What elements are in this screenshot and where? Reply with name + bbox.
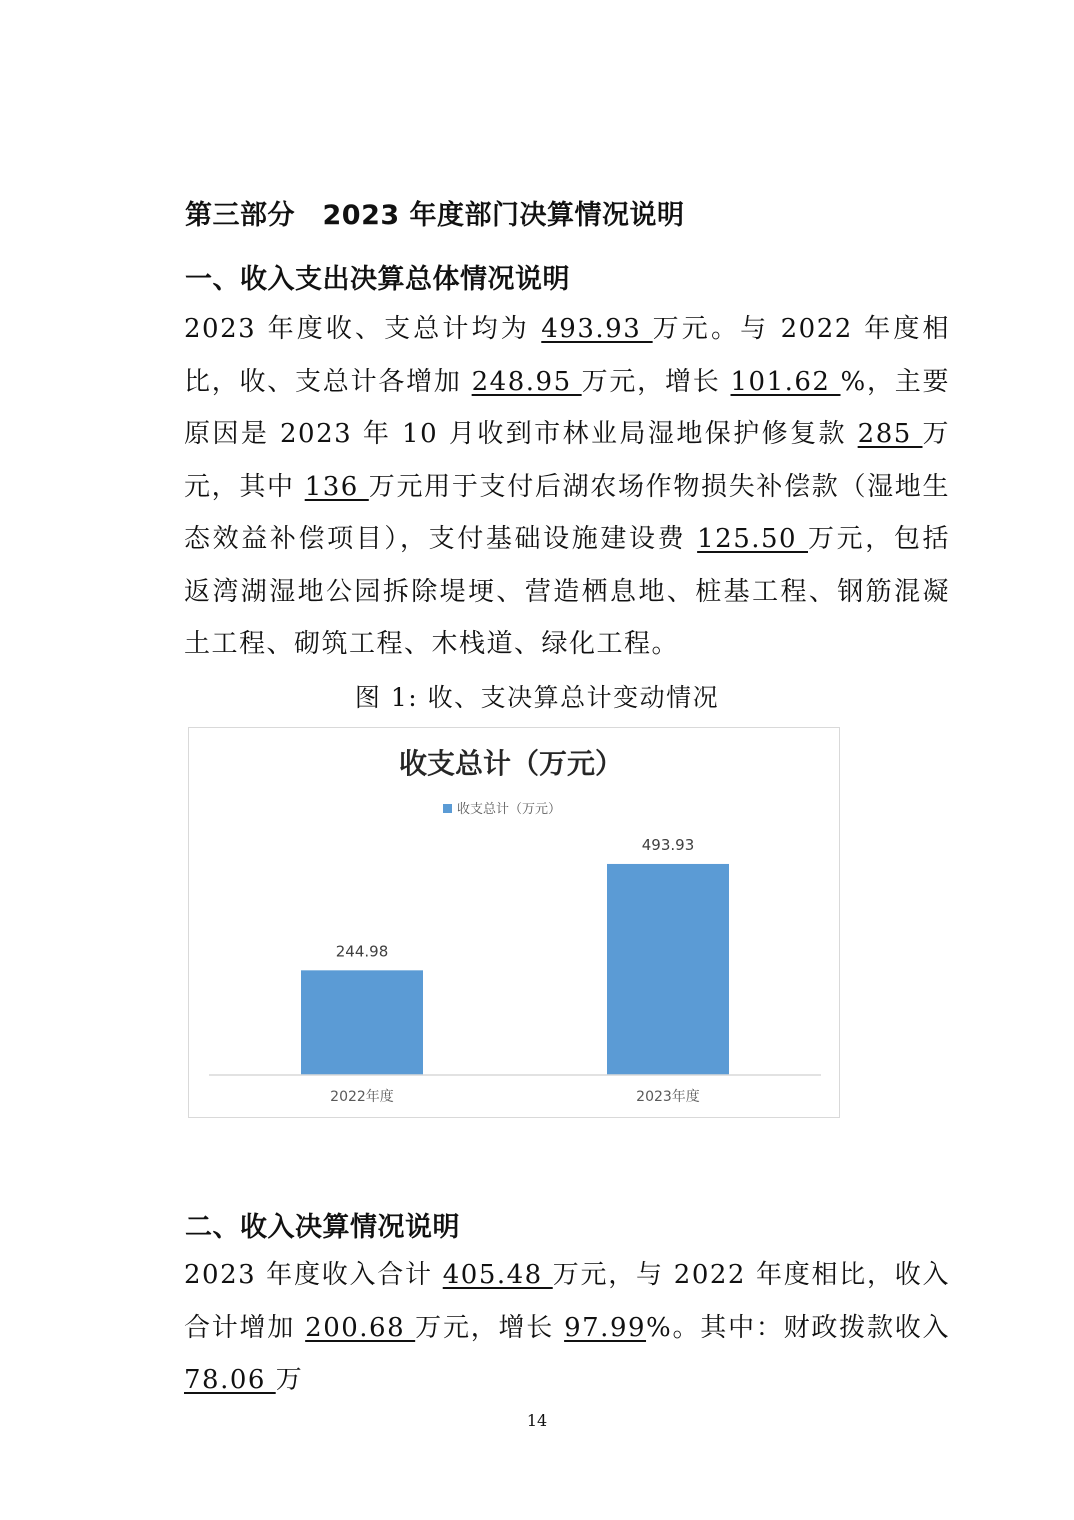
text-run: 万元，增长 [581, 366, 731, 397]
section-2-paragraph [128, 1249, 950, 1407]
page-number: 14 [526, 1411, 548, 1430]
text-run: %，主要原因是 2023 年 10 月收到市林业局湿地保护修复款 [184, 366, 951, 449]
underlined-value: 78.06 [184, 1365, 276, 1395]
data-label: 493.93 [641, 835, 695, 854]
text-run: 2023 年度收、支总计均为 [184, 314, 542, 344]
section-1-paragraph [128, 303, 950, 671]
legend-label: 收支总计（万元） [457, 802, 562, 817]
chart-canvas [189, 728, 839, 1117]
figure-caption: 图 1: 收、支决算总计变动情况 [354, 683, 720, 712]
underlined-value: 200.68 [305, 1312, 416, 1343]
data-label: 244.98 [335, 942, 389, 961]
underlined-value: 405.48 [442, 1260, 553, 1290]
part-title: 第三部分 2023 年度部门决算情况说明 [185, 200, 685, 231]
text-run: 万元，与 2022 年度相比，收入合计增加 [184, 1260, 950, 1343]
underlined-value: 493.93 [541, 314, 653, 344]
section-2-title: 二、收入决算情况说明 [185, 1212, 460, 1243]
text-run: 万元，增长 [415, 1312, 565, 1343]
underlined-value: 248.95 [471, 366, 582, 397]
chart-title: 收支总计（万元） [398, 747, 624, 780]
x-tick-label: 2022年度 [330, 1089, 394, 1105]
text-run: %。其中：财政拨款收入 [646, 1312, 950, 1343]
text-run: 万元用于支付后湖农场作物损失补偿款（湿地生态效益补偿项目），支付基础设施建设费 [184, 471, 950, 554]
section-1-title: 一、收入支出决算总体情况说明 [185, 264, 570, 295]
bar-2023年度 [607, 864, 729, 1075]
legend-swatch [443, 804, 452, 813]
bar-2022年度 [301, 970, 423, 1075]
underlined-value: 125.50 [697, 524, 808, 554]
text-run: 万元。与 2022 年度相比，收、支总计各增加 [184, 314, 950, 397]
underlined-value: 136 [304, 471, 369, 502]
x-tick-label: 2023年度 [636, 1089, 700, 1105]
underlined-value: 101.62 [730, 366, 841, 397]
underlined-value: 285 [857, 419, 923, 449]
text-run: 万元，包括返湾湖湿地公园拆除堤埂、营造栖息地、桩基工程、钢筋混凝土工程、砌筑工程、木栈道、绿化工程。 [184, 524, 950, 659]
text-run: 万元，其中 [184, 419, 951, 502]
underlined-value: 97.99 [564, 1312, 647, 1343]
text-run: 2023 年度收入合计 [184, 1260, 443, 1290]
text-run: 万 [275, 1365, 304, 1395]
bar-chart [188, 727, 840, 1118]
